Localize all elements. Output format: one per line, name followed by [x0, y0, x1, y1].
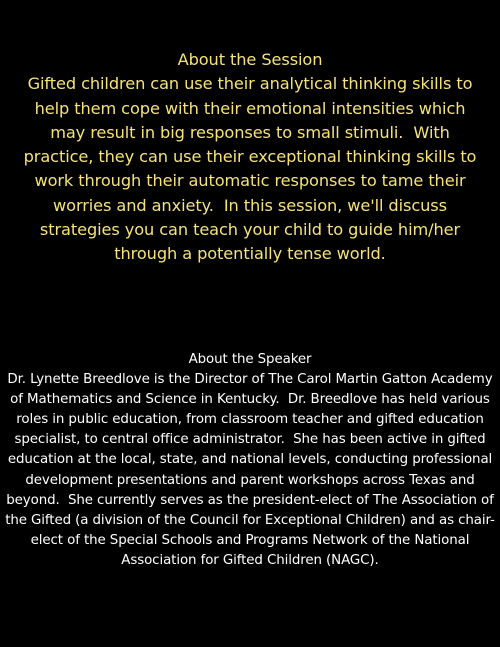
about-speaker-body: Dr. Lynette Breedlove is the Director of The Carol Martin Gatton Academy of Mathematics and Science in Kentucky. Dr. Breedlove has held various roles in public education, from classroom teacher and gifted education specialist, to central office administrator. She has been active in gifted education at the local, state, and national levels, conducting professional development presentations and parent workshops across Texas and beyond. She currently serves as the president-elect of The Association of the Gifted (a division of the Council for Exceptional Children) and as chair-elect of the Special Schools and Programs Network of the National Association for Gifted Children (NAGC).: [5, 372, 495, 568]
about-session-body: Gifted children can use their analytical thinking skills to help them cope with their emotional intensities which may result in big responses to small stimuli. With practice, they can use their exceptional thinking skills to work through their automatic responses to tame their worries and anxiety. In this session, we'll discuss strategies you can teach your child to guide him/her through a potentially tense world.: [23, 74, 477, 264]
about-speaker-section: [4, 350, 496, 571]
about-session-section: [20, 48, 480, 267]
about-session-heading: About the Session: [177, 50, 323, 69]
about-speaker-heading: About the Speaker: [188, 352, 312, 367]
